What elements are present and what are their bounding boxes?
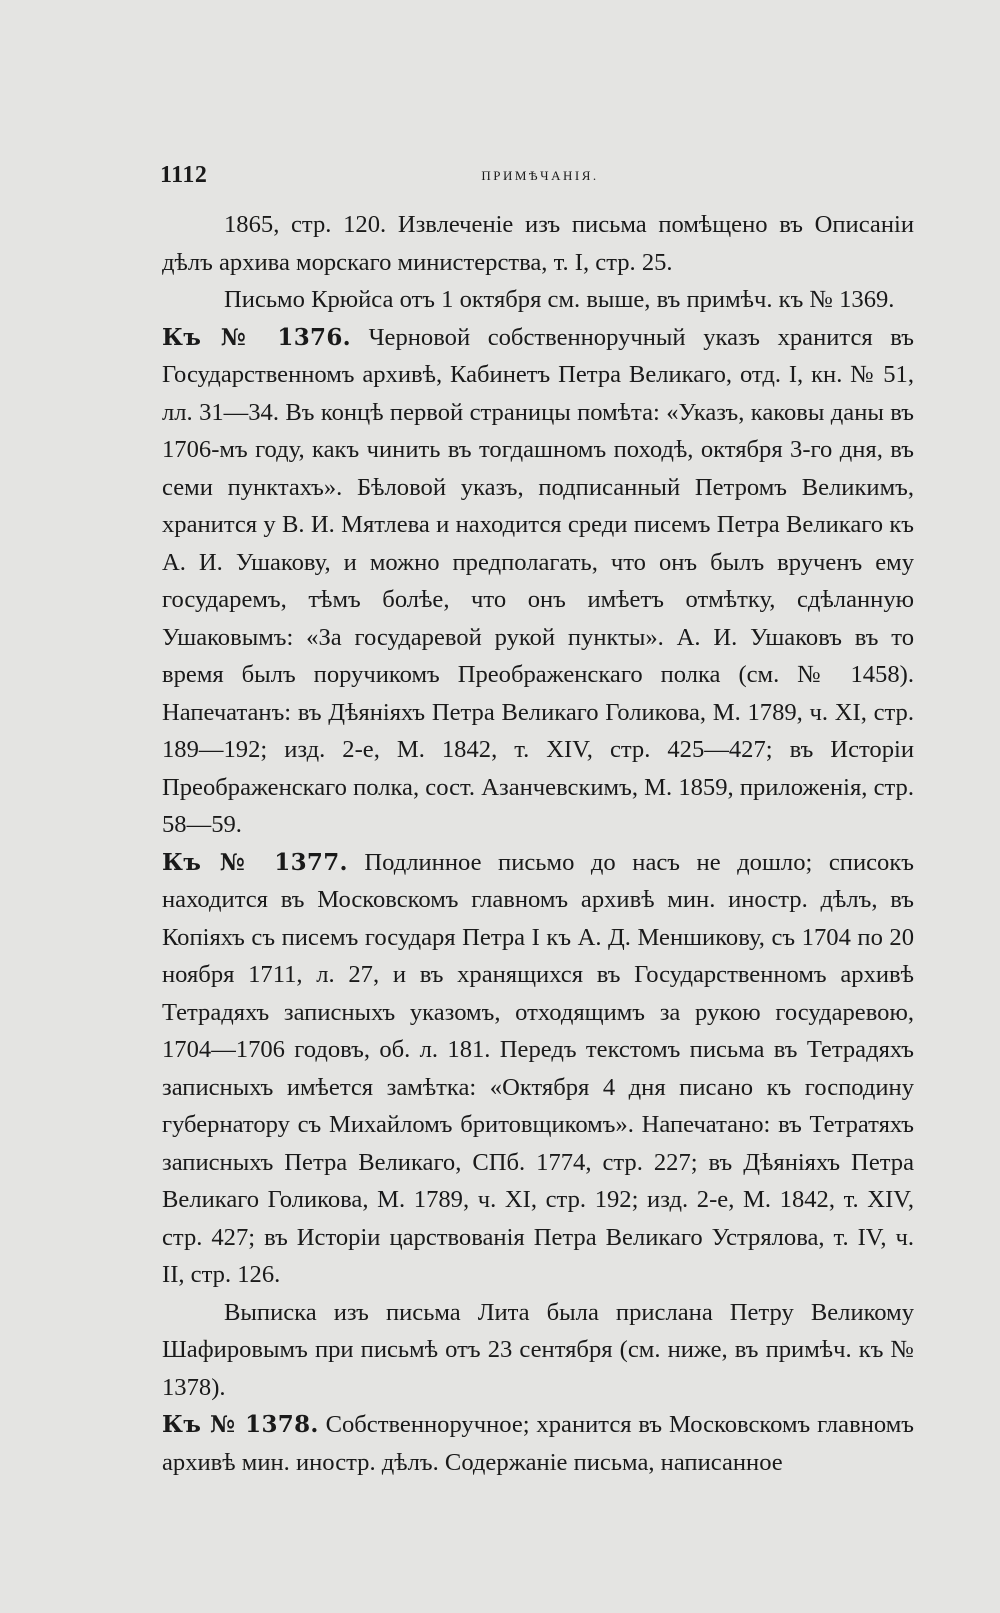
note-entry-1377: [162, 844, 914, 1294]
paragraph-text: Черновой собственноручный указъ хранится въ Государственномъ архивѣ, Кабинетъ Петра Великаго, отд. I, кн. № 51, лл. 31—34. Въ концѣ первой страницы помѣта: «Указъ, каковы даны въ 1706-мъ году, какъ чинить въ тогдашномъ походѣ, октября 3-го дня, въ семи пунктахъ». Бѣловой указъ, подписанный Петромъ Великимъ, хранится у В. И. Мятлева и находится среди писемъ Петра Великаго къ А. И. Ушакову, и можно предполагать, что онъ былъ врученъ ему государемъ, тѣмъ болѣе, что онъ имѣетъ отмѣтку, сдѣланную Ушаковымъ: «За государевой рукой пункты». А. И. Ушаковъ въ то время былъ поручикомъ Преображенскаго полка (см. № 1458). Напечатанъ: въ Дѣяніяхъ Петра Великаго Голикова, М. 1789, ч. XI, стр. 189—192; изд. 2-е, М. 1842, т. XIV, стр. 425—427; въ Исторіи Преображенскаго полка, сост. Азанчевскимъ, М. 1859, приложенія, стр. 58—59.: [162, 323, 915, 838]
paragraph: [162, 281, 914, 319]
running-title: ПРИМѢЧАНІЯ.: [481, 168, 599, 183]
paragraph-text: Выписка изъ письма Лита была прислана Петру Великому Шафировымъ при письмѣ отъ 23 сентября (см. ниже, въ примѣч. къ № 1378).: [162, 1298, 914, 1401]
entry-label: Къ № 1378.: [162, 1411, 319, 1438]
entry-label: Къ № 1376.: [162, 323, 351, 351]
note-entry-1376: [162, 319, 914, 844]
paragraph-text: 1865, стр. 120. Извлеченіе изъ письма помѣщено въ Описаніи дѣлъ архива морскаго министерства, т. I, стр. 25.: [162, 211, 914, 276]
paragraph-text: Подлинное письмо до насъ не дошло; списокъ находится въ Московскомъ главномъ архивѣ мин. иностр. дѣлъ, въ Копіяхъ съ писемъ государя Петра I къ А. Д. Меншикову, съ 1704 по 20 ноября 1711, л. 27, и въ хранящихся въ Государственномъ архивѣ Тетрадяхъ записныхъ указомъ, отходящимъ за рукою государевою, 1704—1706 годовъ, об. л. 181. Передъ текстомъ письма въ Тетрадяхъ записныхъ имѣется замѣтка: «Октября 4 дня писано къ господину губернатору съ Михайломъ бритовщикомъ». Напечатано: въ Тетратяхъ записныхъ Петра Великаго, СПб. 1774, стр. 227; въ Дѣяніяхъ Петра Великаго Голикова, М. 1789, ч. XI, стр. 192; изд. 2-е, М. 1842, т. XIV, стр. 427; въ Исторіи царствованія Петра Великаго Устрялова, т. IV, ч. II, стр. 126.: [162, 848, 914, 1288]
page-number: 1112: [160, 162, 208, 188]
paragraph: [162, 1294, 914, 1407]
paragraph-text: Собственноручное; хранится въ Московскомъ главномъ архивѣ мин. иностр. дѣлъ. Содержаніе письма, написанное: [162, 1411, 914, 1476]
entry-label: Къ № 1377.: [162, 848, 348, 876]
page-header: [160, 162, 920, 192]
body-text: [162, 206, 914, 1481]
note-entry-1378: [162, 1406, 914, 1481]
paragraph-continuation: [162, 206, 914, 281]
paragraph-text: Письмо Крюйса отъ 1 октября см. выше, въ примѣч. къ № 1369.: [224, 286, 895, 313]
